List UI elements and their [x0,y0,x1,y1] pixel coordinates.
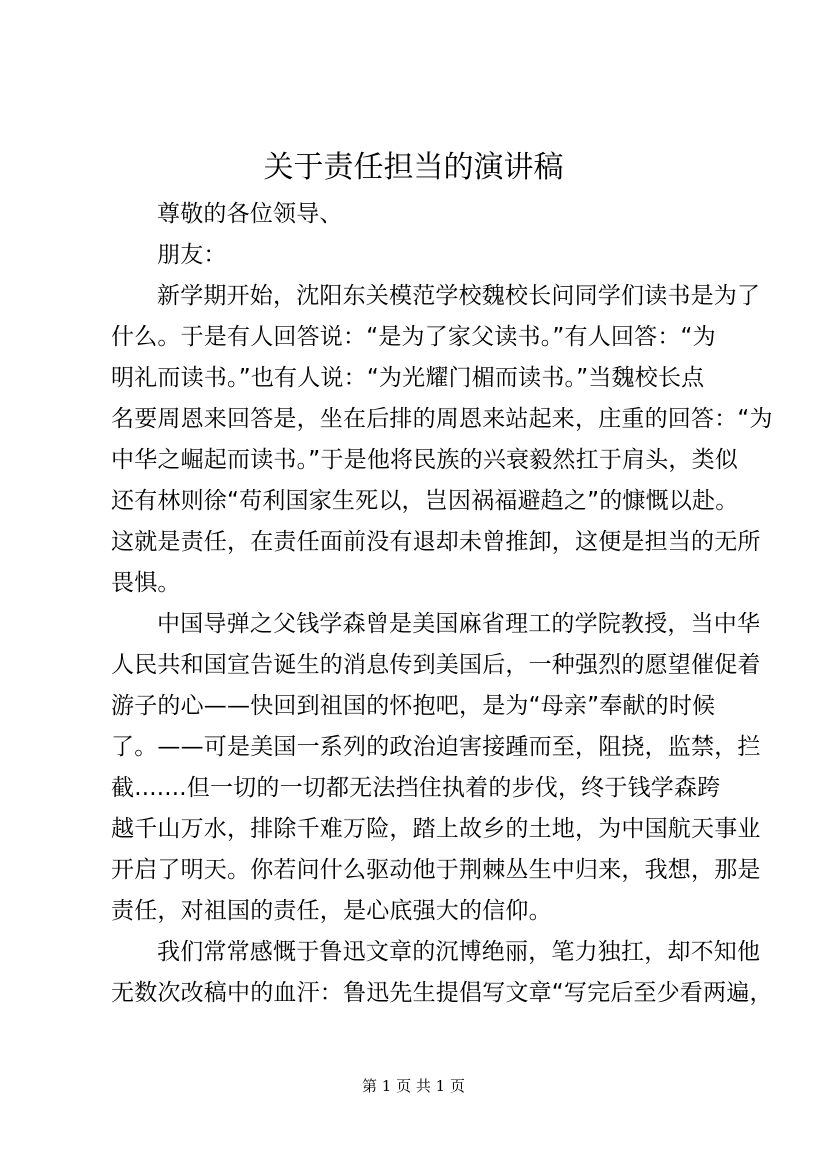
text-line: 尊敬的各位领导、 [157,201,343,227]
text-line: 什么。于是有人回答说：“是为了家父读书。”有人回答：“为 [111,324,716,350]
text-line: 朋友： [157,242,227,268]
document-body [111,194,773,1014]
document-title: 关于责任担当的演讲稿 [263,150,564,185]
text-line: 责任，对祖国的责任，是心底强大的信仰。 [111,898,552,924]
text-line: 明礼而读书。”也有人说：“为光耀门楣而读书。”当魏校长点 [111,365,705,391]
text-line: 人民共和国宣告诞生的消息传到美国后，一种强烈的愿望催促着 [111,652,761,678]
text-line: 名要周恩来回答是，坐在后排的周恩来站起来，庄重的回答：“为 [111,406,773,432]
text-line: 游子的心——快回到祖国的怀抱吧，是为“母亲”奉献的时候 [111,693,716,719]
text-line: 中国导弹之父钱学森曾是美国麻省理工的学院教授，当中华 [157,611,761,637]
text-line: 开启了明天。你若问什么驱动他于荆棘丛生中归来，我想，那是 [111,857,761,883]
page-footer: 第 1 页 共 1 页 [362,1077,465,1095]
text-line: 这就是责任，在责任面前没有退却未曾推卸，这便是担当的无所 [111,529,761,555]
text-line: 还有林则徐“苟利国家生死以，岂因祸福避趋之”的慷慨以赴。 [111,488,739,514]
text-line: 越千山万水，排除千难万险，踏上故乡的土地，为中国航天事业 [111,816,761,842]
text-line: 新学期开始，沈阳东关模范学校魏校长问同学们读书是为了 [157,283,761,309]
text-line: 畏惧。 [111,570,181,596]
text-line: 中华之崛起而读书。”于是他将民族的兴衰毅然扛于肩头，类似 [111,447,739,473]
text-line: 了。——可是美国一系列的政治迫害接踵而至，阻挠，监禁，拦 [111,734,761,760]
text-line: 我们常常感慨于鲁迅文章的沉博绝丽，笔力独扛，却不知他 [157,939,761,965]
text-line: 截.......但一切的一切都无法挡住执着的步伐，终于钱学森跨 [111,775,721,801]
text-line: 无数次改稿中的血汗：鲁迅先生提倡写文章“写完后至少看两遍， [111,980,773,1006]
